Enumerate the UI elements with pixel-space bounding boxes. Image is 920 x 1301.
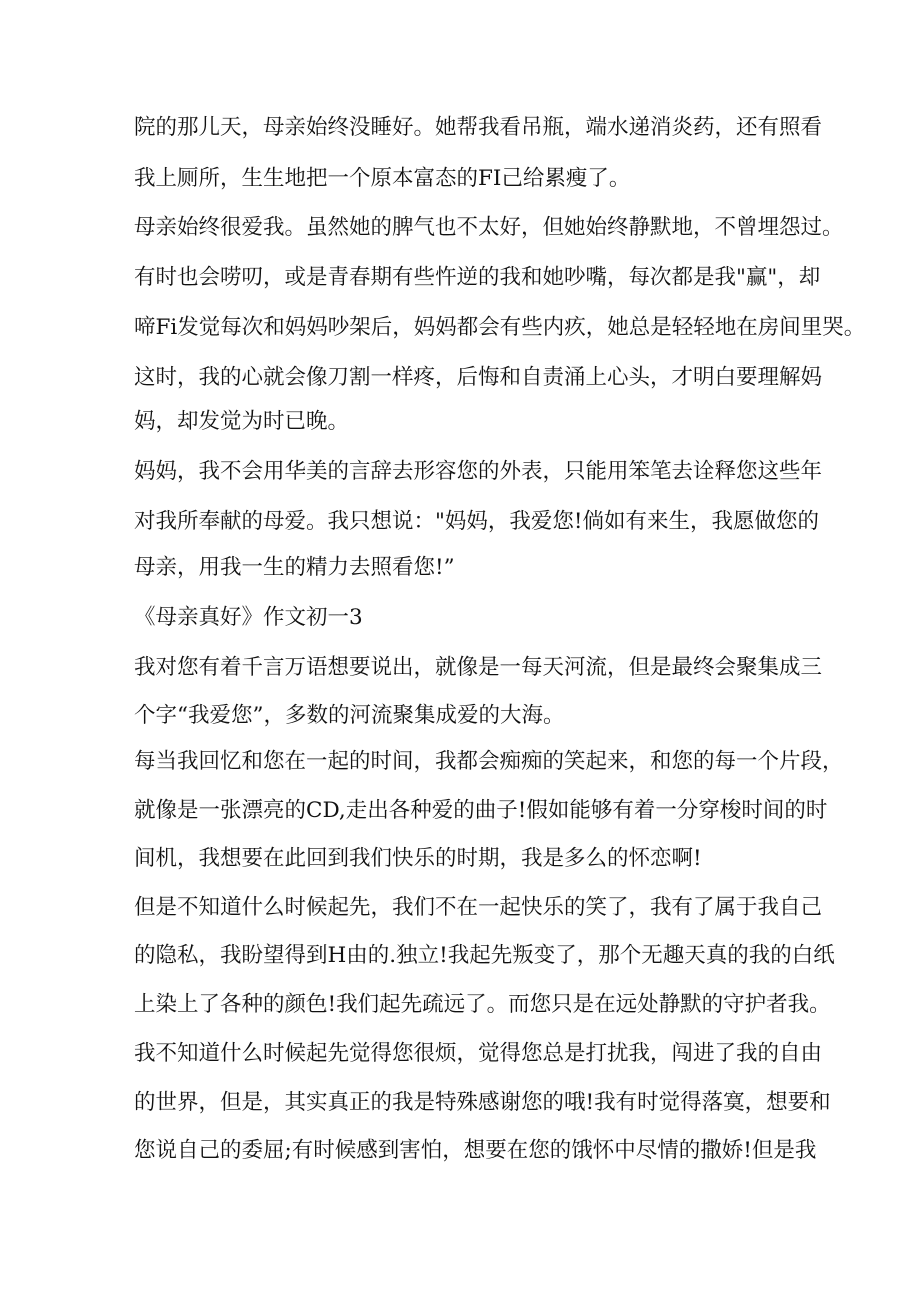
text-line: 您说自己的委屈;有时候感到害怕，想要在您的饿怀中尽情的撒娇!但是我 xyxy=(134,1138,817,1163)
text-line: 啼Fi发觉每次和妈妈吵架后，妈妈都会有些内疚，她总是轻轻地在房间里哭。 xyxy=(134,315,866,340)
text-line: 的世界，但是，其实真正的我是特殊感谢您的哦!我有时觉得落寞，想要和 xyxy=(134,1090,831,1115)
text-line: 院的那儿天，母亲始终没睡好。她帮我看吊瓶，端水递消炎药，还有照看 xyxy=(134,115,823,140)
text-line: 个字“我爱您”，多数的河流聚集成爱的大海。 xyxy=(134,703,565,728)
text-line: 母亲，用我一生的精力去照看您!” xyxy=(134,555,455,580)
text-line: 就像是一张漂亮的CD,走出各种爱的曲子!假如能够有着一分穿梭时间的时 xyxy=(134,798,828,823)
text-line: 我上厕所，生生地把一个原本富态的FI己给累瘦了。 xyxy=(134,166,631,191)
text-line: 对我所奉献的母爱。我只想说："妈妈，我爱您!倘如有来生，我愿做您的 xyxy=(134,509,820,534)
text-line: 母亲始终很爱我。虽然她的脾气也不太好，但她始终静默地，不曾埋怨过。 xyxy=(134,215,844,240)
section-heading: 《母亲真好》作文初一3 xyxy=(134,605,363,630)
text-line: 有时也会唠叨，或是青春期有些忤逆的我和她吵嘴，每次都是我"赢"，却 xyxy=(134,265,821,290)
text-line: 每当我回忆和您在一起的时间，我都会痴痴的笑起来，和您的每一个片段， xyxy=(134,749,844,774)
text-line: 但是不知道什么时候起先，我们不在一起快乐的笑了，我有了属于我自己 xyxy=(134,895,823,920)
text-line: 我不知道什么时候起先觉得您很烦，觉得您总是打扰我，闯进了我的自由 xyxy=(134,1041,823,1066)
text-line: 妈，却发觉为时已晚。 xyxy=(134,409,350,434)
text-line: 间机，我想要在此回到我们快乐的时期，我是多么的怀恋啊! xyxy=(134,846,702,871)
text-line: 我对您有着千言万语想要说出，就像是一每天河流，但是最终会聚集成三 xyxy=(134,655,823,680)
text-line: 这时，我的心就会像刀割一样疼，后悔和自责涌上心头，才明白要理解妈 xyxy=(134,365,823,390)
text-line: 上染上了各种的颜色!我们起先疏远了。而您只是在远处静默的守护者我。 xyxy=(134,992,831,1017)
text-line: 妈妈，我不会用华美的言辞去形容您的外表，只能用笨笔去诠释您这些年 xyxy=(134,459,823,484)
text-line: 的隐私，我盼望得到H由的.独立!我起先叛变了，那个无趣天真的我的白纸 xyxy=(134,943,835,968)
